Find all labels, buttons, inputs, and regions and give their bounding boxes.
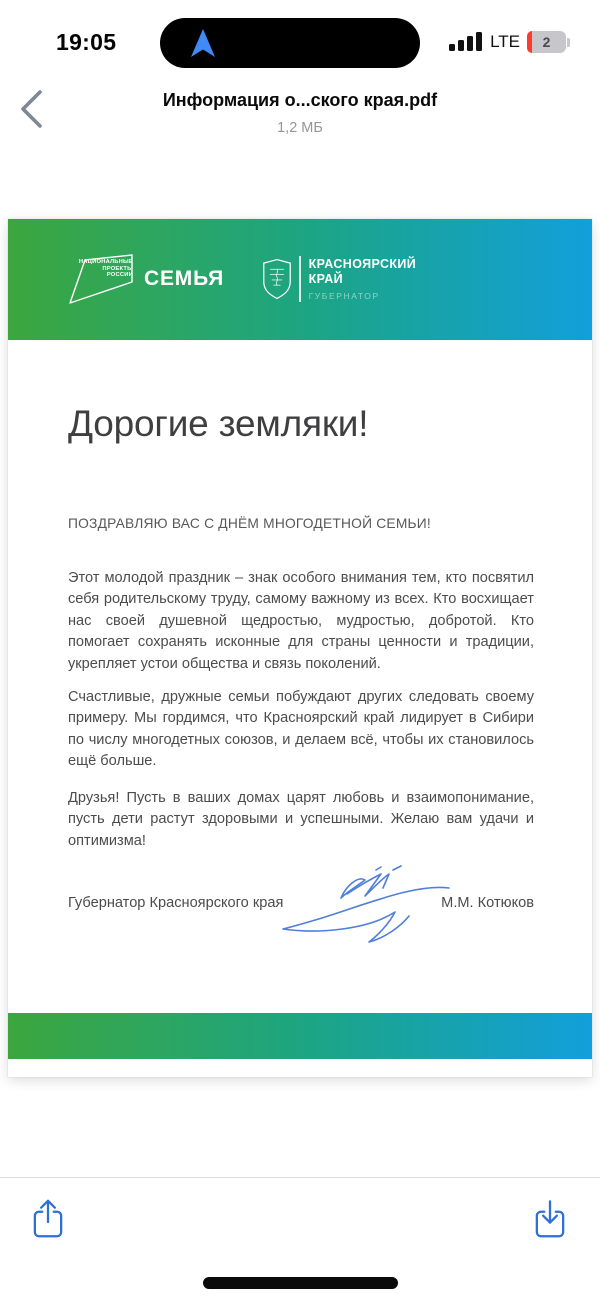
document-title: Дорогие земляки! xyxy=(68,403,369,444)
logo-divider xyxy=(299,256,301,302)
home-indicator[interactable] xyxy=(203,1277,398,1289)
document-footer-band xyxy=(8,1013,592,1059)
file-title: Информация о...ского края.pdf xyxy=(162,90,438,110)
status-indicators xyxy=(449,31,566,53)
battery-indicator xyxy=(527,31,566,53)
national-projects-label: НАЦИОНАЛЬНЫЕ ПРОЕКТЫ РОССИИ xyxy=(78,259,133,279)
signer-position: Губернатор Красноярского края xyxy=(68,895,284,911)
network-type-label: LTE xyxy=(490,32,520,51)
handwritten-signature xyxy=(276,861,458,955)
download-button[interactable] xyxy=(528,1192,572,1244)
share-icon xyxy=(32,1198,64,1238)
download-icon xyxy=(534,1198,566,1238)
status-time: 19:05 xyxy=(56,29,117,55)
region-logo xyxy=(262,256,416,302)
battery-percent: 2 xyxy=(542,34,551,50)
paragraph-2: Счастливые, дружные семьи побуждают других следовать своему примеру. Мы гордимся, что Красноярский край лидирует в Сибири по числу многодетных союзов, и делаем всё, чтобы их становилось ещё больше. xyxy=(68,689,534,770)
file-size: 1,2 МБ xyxy=(277,120,323,136)
dynamic-island[interactable] xyxy=(160,18,420,68)
header-logos xyxy=(68,245,416,313)
toolbar-separator xyxy=(0,1177,600,1178)
program-name-label: СЕМЬЯ xyxy=(144,267,225,290)
region-label: КРАСНОЯРСКИЙ КРАЙ ГУБЕРНАТОР xyxy=(308,257,417,301)
paragraph-3: Друзья! Пусть в ваших домах царят любовь и взаимопонимание, пусть дети растут здоровыми и успешными. Желаю вам удачи и оптимизма! xyxy=(68,790,534,849)
battery-cap xyxy=(567,38,570,47)
national-projects-logo xyxy=(68,252,136,306)
share-button[interactable] xyxy=(26,1192,70,1244)
document-greeting: ПОЗДРАВЛЯЮ ВАС С ДНЁМ МНОГОДЕТНОЙ СЕМЬИ! xyxy=(68,516,431,531)
coat-of-arms-icon xyxy=(262,256,292,302)
pdf-page[interactable] xyxy=(8,219,592,1077)
paragraph-1: Этот молодой праздник – знак особого внимания тем, кто посвятил себя родительскому труду, самому важному из всех. Кто восхищает нас своей душевной щедростью, мудростью, добротой. Кто помогает сохранять исконные для страны ценности и традиции, укрепляет устои общества и связь поколений. xyxy=(68,570,534,672)
signer-name: М.М. Котюков xyxy=(441,895,534,911)
navigation-arrow-icon xyxy=(190,28,216,58)
document-header-band xyxy=(8,219,592,340)
battery-low-fill xyxy=(527,31,532,53)
cellular-signal-icon xyxy=(449,31,483,53)
